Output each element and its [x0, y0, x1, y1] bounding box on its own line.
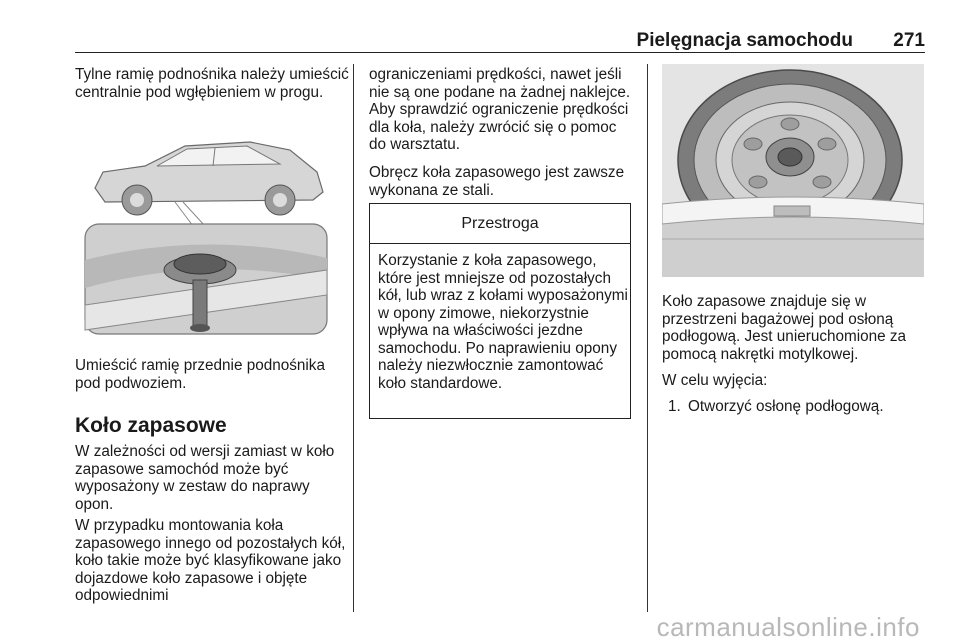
column-divider-2	[647, 64, 648, 612]
warning-box	[369, 203, 631, 419]
paragraph-steel-rim: Obręcz koła zapasowego jest zawsze wykonana ze stali.	[369, 164, 625, 199]
page-number: 271	[893, 30, 925, 51]
section-heading-spare-wheel: Koło zapasowe	[75, 414, 227, 437]
column-divider-1	[353, 64, 354, 612]
spare-wheel-illustration	[662, 64, 924, 277]
paragraph-speed-limits: ograniczeniami prędkości, nawet jeśli nie są one podane na żadnej naklejce. Aby sprawdzić ograniczenie prędkości dla koła, należy zwrócić się o pomoc do warsztatu.	[369, 66, 631, 153]
jack-illustration	[75, 130, 340, 337]
paragraph-front-jack-arm: Umieścić ramię przednie podnośnika pod podwoziem.	[75, 357, 325, 392]
header-rule	[75, 52, 925, 53]
paragraph-spare-wheel-classification: W przypadku montowania koła zapasowego innego od pozostałych kół, koło takie może być klasyfikowane jako dojazdowe koło zapasowe i objęte odpowiednimi	[75, 517, 346, 604]
paragraph-removal-intro: W celu wyjęcia:	[662, 372, 768, 389]
paragraph-repair-kit: W zależności od wersji zamiast w koło zapasowe samochód może być wyposażony w zestaw do naprawy opon.	[75, 443, 335, 513]
warning-text: Korzystanie z koła zapasowego, które jest mniejsze od pozostałych kół, lub wraz z kołami wyposażonymi w opony zimowe, niekorzystnie wpływa na właściwości jezdne samochodu. Po naprawieniu opony należy niezwłocznie zamontować koło standardowe.	[378, 252, 628, 392]
page-title: Pielęgnacja samochodu	[636, 30, 853, 51]
paragraph-rear-jack-arm: Tylne ramię podnośnika należy umieścić centralnie pod wgłębieniem w progu.	[75, 66, 349, 101]
paragraph-spare-wheel-location: Koło zapasowe znajduje się w przestrzeni bagażowej pod osłoną podłogową. Jest unieruchomione za pomocą nakrętki motylkowej.	[662, 293, 907, 363]
list-item	[668, 398, 884, 416]
warning-title: Przestroga	[370, 204, 630, 244]
watermark: carmanualsonline.info	[656, 612, 920, 642]
list-text: Otworzyć osłonę podłogową.	[688, 398, 884, 415]
list-number: 1.	[668, 398, 681, 415]
